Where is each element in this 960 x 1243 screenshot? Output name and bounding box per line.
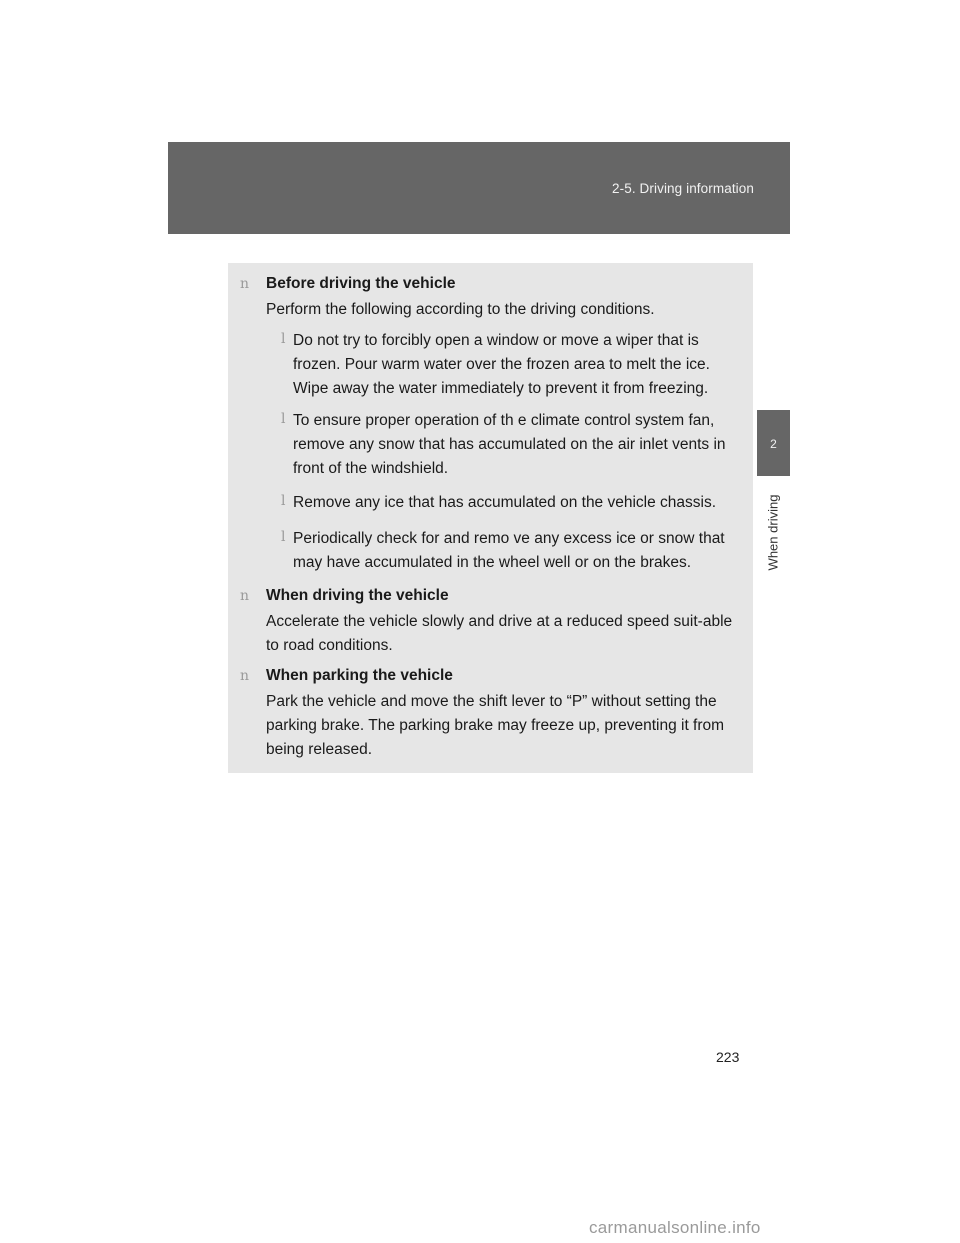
section-bullet: n [240, 668, 250, 684]
list-item: Remove any ice that has accumulated on the vehicle chassis. [293, 494, 717, 511]
item-bullet: l [281, 331, 286, 347]
watermark: carmanualsonline.info [589, 1218, 761, 1237]
header-bar [168, 142, 790, 234]
winter-driving-box [228, 263, 753, 773]
item-bullet: l [281, 411, 286, 427]
chapter-number: 2 [770, 437, 777, 451]
item-bullet: l [281, 529, 286, 545]
chapter-label: When driving [765, 494, 781, 571]
chapter-tab [757, 410, 790, 476]
list-item: Periodically check for and remo ve any excess ice or snow that may have accumulated in the wheel well or on the brakes. [293, 530, 725, 571]
section-intro: Accelerate the vehicle slowly and drive at a reduced speed suit-able to road conditions. [266, 613, 733, 654]
item-bullet: l [281, 493, 286, 509]
section-intro: Perform the following according to the driving conditions. [266, 301, 655, 318]
list-item: To ensure proper operation of th e climate control system fan, remove any snow that has accumulated on the air inlet vents in front of the windshield. [293, 412, 726, 477]
section-title: 2-5. Driving information [612, 181, 754, 196]
list-item: Do not try to forcibly open a window or move a wiper that is frozen. Pour warm water over the frozen area to melt the ice. Wipe away the water immediately to prevent it from freezing. [293, 332, 710, 397]
page-number: 223 [716, 1049, 740, 1065]
section-heading: Before driving the vehicle [266, 275, 456, 292]
section-bullet: n [240, 588, 250, 604]
section-heading: When parking the vehicle [266, 667, 453, 684]
section-heading: When driving the vehicle [266, 587, 449, 604]
section-intro: Park the vehicle and move the shift lever to “P” without setting the parking brake. The parking brake may freeze up, preventing it from being released. [266, 693, 725, 758]
section-bullet: n [240, 276, 250, 292]
